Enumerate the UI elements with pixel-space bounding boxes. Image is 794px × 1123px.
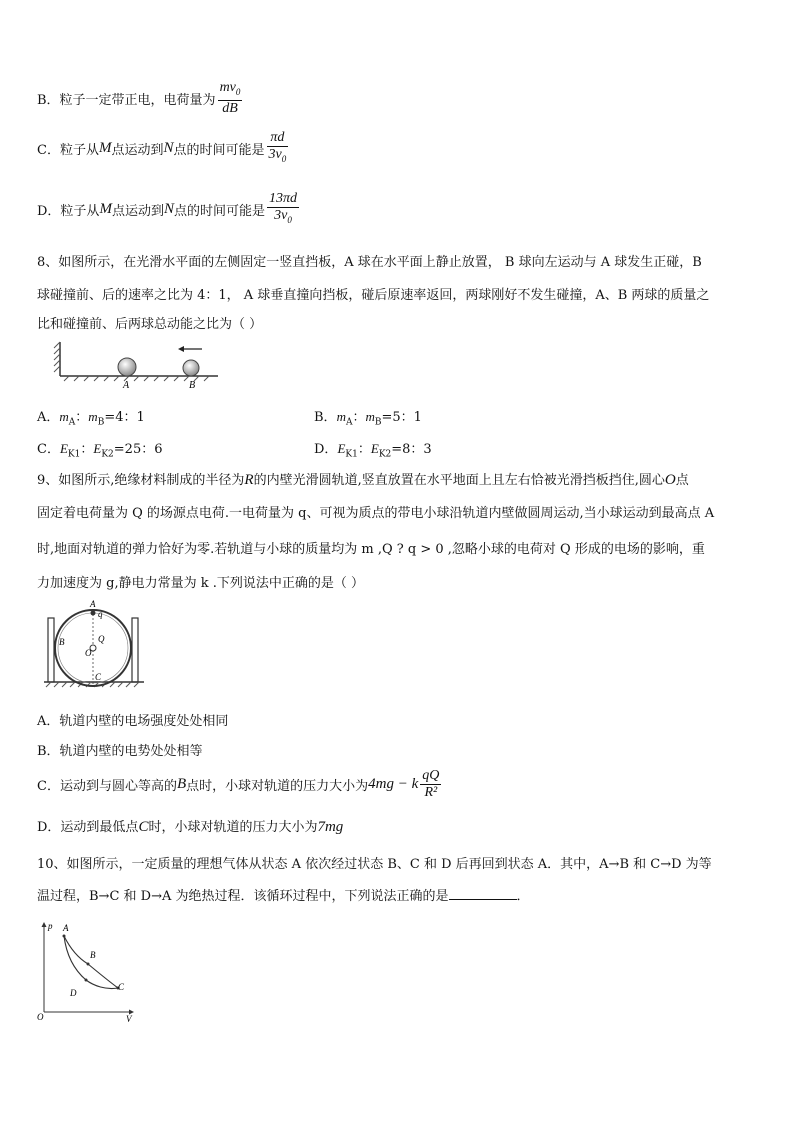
q7-optc-fraction: $\frac{\pi d}{3v_0}$	[268, 130, 287, 164]
q8-option-d: D．$E_{K1}$：$E_{K2}=8$：3	[314, 441, 432, 460]
q9-stem-line-4: 力加速度为 g,静电力常量为 k .下列说法中正确的是（ ）	[37, 576, 364, 591]
ball-b	[183, 360, 199, 376]
svg-text:p: p	[48, 921, 53, 931]
svg-text:A: A	[90, 599, 96, 609]
label-b: B	[189, 380, 196, 391]
q8-option-a: A．$m_A$：$m_B=4$：1	[37, 409, 145, 428]
svg-text:A: A	[63, 923, 69, 933]
svg-text:B: B	[90, 950, 96, 960]
svg-text:Q: Q	[98, 634, 105, 644]
q9-option-b: B．轨道内壁的电势处处相等	[37, 744, 203, 759]
q8-stem-line-2: 球碰撞前、后的速率之比为 4：1， A 球垂直撞向挡板，碰后原速率返回，两球刚好不发生碰撞，A、B 两球的质量之	[37, 288, 710, 303]
q9-option-c: C．运动到与圆心等高的B点时，小球对轨道的压力大小为4mg − k $\frac{qQ}{\text{R²}}$	[37, 768, 440, 800]
q9-stem-line-2: 固定着电荷量为 Q 的场源点电荷.一电荷量为 q、可视为质点的带电小球沿轨道内壁做圆周运动,当小球运动到最高点 A	[37, 506, 715, 521]
q7-optb-fraction: $\frac{mv_0}{dB}$	[219, 80, 241, 116]
q9-option-a: A．轨道内壁的电场强度处处相同	[37, 714, 229, 729]
q9-circular-track-figure	[40, 598, 150, 690]
q8-option-c: C．$E_{K1}$：$E_{K2}=25$：6	[37, 441, 163, 460]
q8-option-b: B．$m_A$：$m_B=5$：1	[314, 409, 422, 428]
svg-text:q: q	[98, 609, 103, 619]
svg-text:D: D	[70, 988, 77, 998]
q9-option-d: D．运动到最低点C时，小球对轨道的压力大小为7mg	[37, 819, 344, 835]
q8-stem-line-1: 8、如图所示，在光滑水平面的左侧固定一竖直挡板，A 球在水平面上静止放置， B 球向左运动与 A 球发生正碰，B	[37, 255, 702, 270]
q10-pv-diagram	[34, 916, 144, 1026]
svg-text:C: C	[118, 982, 125, 992]
label-a: A	[123, 380, 130, 391]
svg-text:O: O	[85, 648, 92, 658]
answer-blank[interactable]	[449, 887, 517, 900]
q9-stem-line-1: 9、如图所示,绝缘材料制成的半径为R的内壁光滑圆轨道,竖直放置在水平地面上且左右恰被光滑挡板挡住,圆心O点	[37, 472, 689, 488]
q7-optd-fraction: $\frac{13\pi d}{3v_0}$	[268, 191, 297, 225]
q8-collision-figure	[50, 338, 230, 394]
q7-option-d: D．粒子从M点运动到N点的时间可能是 $\frac{13\pi d}{3v_0}$	[37, 191, 299, 228]
svg-text:V: V	[126, 1014, 132, 1024]
q9-stem-line-3: 时,地面对轨道的弹力恰好为零.若轨道与小球的质量均为 m ,Q ? q > 0 ,忽略小球的电荷对 Q 形成的电场的影响，重	[37, 542, 705, 557]
q10-stem-line-1: 10、如图所示，一定质量的理想气体从状态 A 依次经过状态 B、C 和 D 后再回到状态 A．其中，A→B 和 C→D 为等	[37, 857, 712, 872]
q10-stem-line-2: 温过程，B→C 和 D→A 为绝热过程．该循环过程中，下列说法正确的是 ．	[37, 889, 530, 904]
ball-a	[118, 358, 136, 376]
q7-option-c: C．粒子从M点运动到N点的时间可能是 $\frac{\pi d}{3v_0}$	[37, 130, 288, 167]
svg-text:B: B	[59, 637, 65, 647]
svg-text:C: C	[95, 672, 102, 682]
q7-option-b: B．粒子一定带正电，电荷量为 $\frac{mv_0}{dB}$	[37, 80, 241, 116]
q9-optc-fraction: $\frac{qQ}{\text{R²}}$	[422, 768, 440, 800]
q8-stem-line-3: 比和碰撞前、后两球总动能之比为（ ）	[37, 317, 263, 332]
svg-text:O: O	[37, 1012, 44, 1022]
